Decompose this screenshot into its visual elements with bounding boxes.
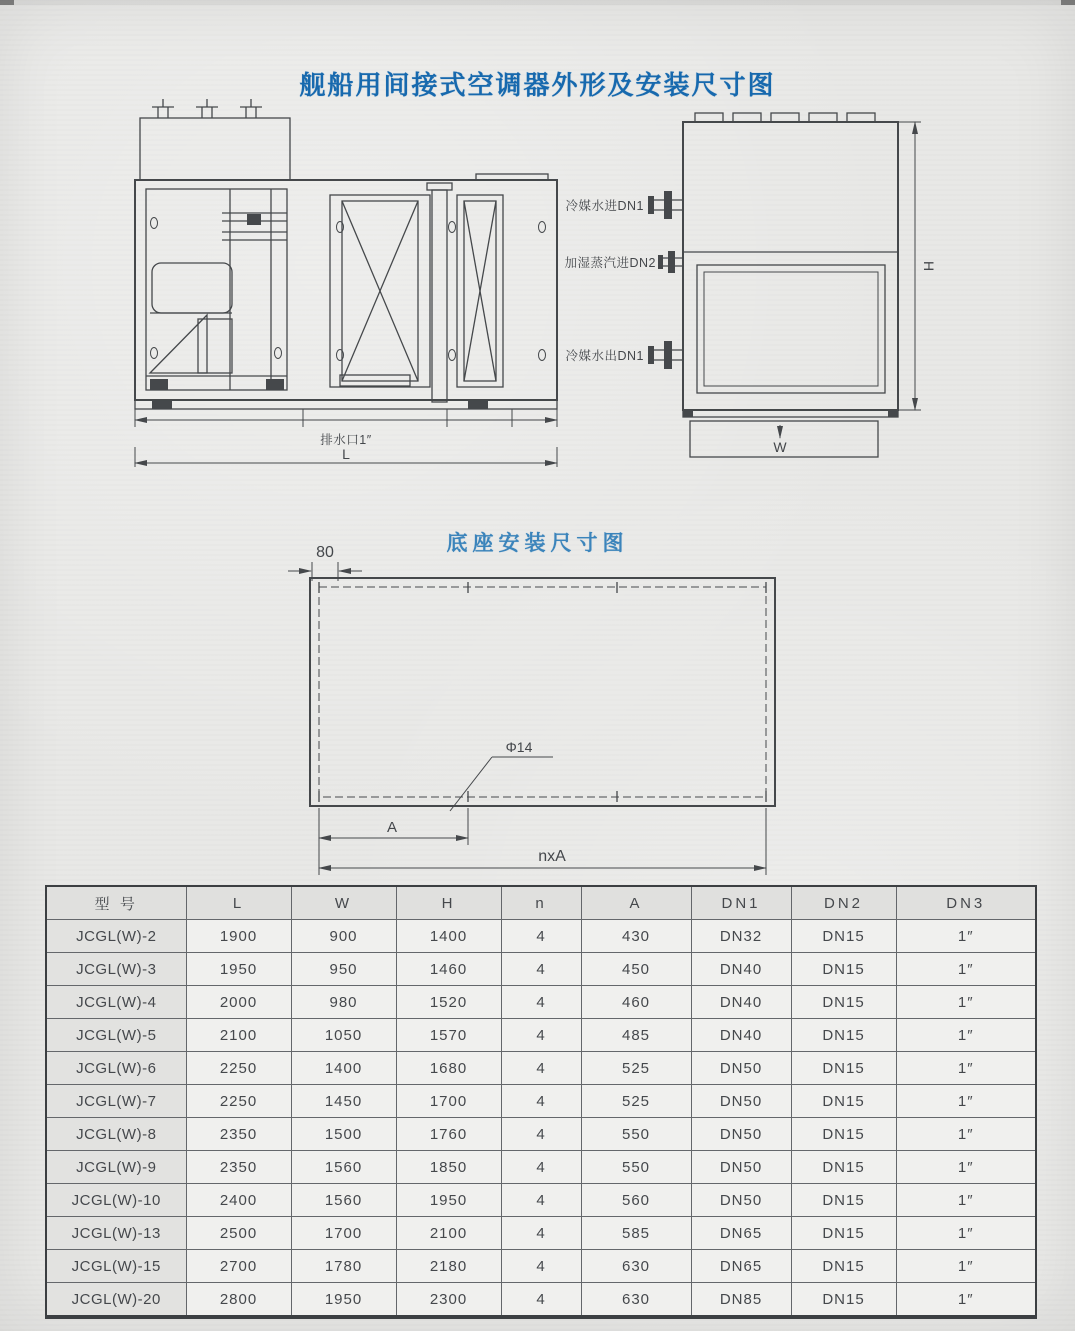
value-cell: DN50 (691, 1184, 791, 1217)
value-cell: 4 (501, 986, 581, 1019)
length-dimension (135, 409, 557, 467)
table-row (46, 1151, 1036, 1184)
value-cell: 2350 (186, 1151, 291, 1184)
value-cell: DN15 (791, 986, 896, 1019)
chilled-water-in-label: 冷媒水进DN1 (565, 199, 644, 213)
edge-offset-dimension (288, 544, 362, 581)
value-cell: DN50 (691, 1151, 791, 1184)
value-cell: 1″ (896, 1118, 1036, 1151)
model-cell: JCGL(W)-6 (46, 1052, 186, 1085)
value-cell: DN15 (791, 953, 896, 986)
column-header: 型 号 (46, 886, 186, 920)
table-row (46, 1250, 1036, 1283)
value-cell: 485 (581, 1019, 691, 1052)
column-header: DN1 (691, 886, 791, 920)
value-cell: 2800 (186, 1283, 291, 1318)
value-cell: DN65 (691, 1217, 791, 1250)
pitch-dimension (319, 808, 468, 845)
value-cell: 1″ (896, 1283, 1036, 1318)
value-cell: 1460 (396, 953, 501, 986)
value-cell: DN15 (791, 1250, 896, 1283)
value-cell: 1780 (291, 1250, 396, 1283)
value-cell: 4 (501, 953, 581, 986)
value-cell: 1″ (896, 1019, 1036, 1052)
value-cell: 1560 (291, 1184, 396, 1217)
spec-table-container (45, 885, 1035, 1319)
base-installation-drawing (0, 540, 1075, 885)
value-cell: 950 (291, 953, 396, 986)
value-cell: 1450 (291, 1085, 396, 1118)
table-row (46, 920, 1036, 953)
value-cell: 2250 (186, 1085, 291, 1118)
value-cell: DN32 (691, 920, 791, 953)
value-cell: 1950 (186, 953, 291, 986)
model-cell: JCGL(W)-5 (46, 1019, 186, 1052)
dim-A-label: A (386, 819, 398, 836)
table-row (46, 1283, 1036, 1318)
value-cell: 1900 (186, 920, 291, 953)
table-row (46, 1217, 1036, 1250)
value-cell: DN40 (691, 1019, 791, 1052)
value-cell: 525 (581, 1052, 691, 1085)
fan-motor (152, 263, 232, 313)
value-cell: 2700 (186, 1250, 291, 1283)
value-cell: 1″ (896, 986, 1036, 1019)
value-cell: 1″ (896, 1052, 1036, 1085)
value-cell: 1″ (896, 953, 1036, 986)
top-pipe-stubs (152, 99, 262, 118)
value-cell: 1950 (396, 1184, 501, 1217)
value-cell: DN15 (791, 1019, 896, 1052)
value-cell: 1″ (896, 920, 1036, 953)
value-cell: 1760 (396, 1118, 501, 1151)
page-title: 舰船用间接式空调器外形及安装尺寸图 (299, 70, 776, 101)
value-cell: 2350 (186, 1118, 291, 1151)
value-cell: 1″ (896, 1250, 1036, 1283)
model-cell: JCGL(W)-8 (46, 1118, 186, 1151)
value-cell: 460 (581, 986, 691, 1019)
value-cell: DN65 (691, 1250, 791, 1283)
value-cell: DN40 (691, 986, 791, 1019)
pipe-stub-chilled-water-out (648, 341, 683, 369)
value-cell: 1570 (396, 1019, 501, 1052)
header-row (46, 886, 1036, 920)
table-row (46, 986, 1036, 1019)
hole-diameter-label: Φ14 (505, 739, 533, 755)
value-cell: 4 (501, 1118, 581, 1151)
base-diagram-title: 底座安装尺寸图 (446, 532, 629, 556)
chilled-water-out-label: 冷媒水出DN1 (565, 349, 644, 363)
dim-H-label: H (921, 260, 937, 272)
value-cell: 4 (501, 920, 581, 953)
value-cell: 1050 (291, 1019, 396, 1052)
value-cell: 630 (581, 1250, 691, 1283)
value-cell: 4 (501, 1250, 581, 1283)
value-cell: 1520 (396, 986, 501, 1019)
coil-bank (432, 190, 447, 402)
hole-callout (450, 739, 553, 811)
fan-section (146, 189, 287, 390)
value-cell: 980 (291, 986, 396, 1019)
column-header: DN2 (791, 886, 896, 920)
table-row (46, 1118, 1036, 1151)
value-cell: 4 (501, 1085, 581, 1118)
value-cell: 4 (501, 1019, 581, 1052)
model-cell: JCGL(W)-2 (46, 920, 186, 953)
dim-W-label: W (773, 439, 787, 455)
top-tabs (695, 113, 875, 122)
value-cell: 585 (581, 1217, 691, 1250)
dim-nxA-label: nxA (538, 848, 566, 865)
value-cell: 1850 (396, 1151, 501, 1184)
value-cell: DN85 (691, 1283, 791, 1318)
value-cell: 2100 (396, 1217, 501, 1250)
dim-80-label: 80 (316, 544, 334, 561)
value-cell: DN50 (691, 1052, 791, 1085)
model-cell: JCGL(W)-13 (46, 1217, 186, 1250)
value-cell: DN15 (791, 1085, 896, 1118)
value-cell: 4 (501, 1184, 581, 1217)
value-cell: 2500 (186, 1217, 291, 1250)
value-cell: DN15 (791, 1217, 896, 1250)
outline-drawing (0, 95, 1075, 480)
pipe-stub-steam-in (658, 251, 683, 273)
base-plan (310, 578, 775, 806)
model-cell: JCGL(W)-9 (46, 1151, 186, 1184)
value-cell: 450 (581, 953, 691, 986)
value-cell: DN15 (791, 1184, 896, 1217)
steam-in-label: 加湿蒸汽进DN2 (564, 256, 656, 270)
value-cell: 1700 (291, 1217, 396, 1250)
side-view (564, 113, 937, 457)
column-header: W (291, 886, 396, 920)
value-cell: 1″ (896, 1151, 1036, 1184)
spec-table (45, 885, 1037, 1319)
column-header: n (501, 886, 581, 920)
value-cell: DN15 (791, 1151, 896, 1184)
table-row (46, 1085, 1036, 1118)
scan-edge-artifact (0, 0, 1075, 5)
model-cell: JCGL(W)-4 (46, 986, 186, 1019)
table-row (46, 1184, 1036, 1217)
dim-L-label: L (342, 446, 350, 462)
column-header: L (186, 886, 291, 920)
model-cell: JCGL(W)-7 (46, 1085, 186, 1118)
value-cell: 4 (501, 1217, 581, 1250)
value-cell: 1400 (291, 1052, 396, 1085)
base-frame (135, 400, 557, 409)
column-header: A (581, 886, 691, 920)
side-base (683, 410, 898, 457)
value-cell: 1950 (291, 1283, 396, 1318)
value-cell: DN15 (791, 1052, 896, 1085)
column-header: DN3 (896, 886, 1036, 920)
value-cell: 900 (291, 920, 396, 953)
value-cell: 550 (581, 1151, 691, 1184)
pipe-stub-chilled-water-in (648, 191, 683, 219)
table-row (46, 953, 1036, 986)
value-cell: DN50 (691, 1085, 791, 1118)
value-cell: DN15 (791, 1118, 896, 1151)
value-cell: 1400 (396, 920, 501, 953)
column-header: H (396, 886, 501, 920)
value-cell: DN15 (791, 920, 896, 953)
access-door (697, 265, 885, 393)
value-cell: 560 (581, 1184, 691, 1217)
value-cell: DN40 (691, 953, 791, 986)
model-cell: JCGL(W)-15 (46, 1250, 186, 1283)
value-cell: 1680 (396, 1052, 501, 1085)
value-cell: 630 (581, 1283, 691, 1318)
value-cell: 2000 (186, 986, 291, 1019)
value-cell: 525 (581, 1085, 691, 1118)
table-row (46, 1019, 1036, 1052)
value-cell: DN15 (791, 1283, 896, 1318)
value-cell: 550 (581, 1118, 691, 1151)
coil-section (330, 183, 546, 402)
value-cell: 1″ (896, 1184, 1036, 1217)
value-cell: 430 (581, 920, 691, 953)
value-cell: 1700 (396, 1085, 501, 1118)
value-cell: 2300 (396, 1283, 501, 1318)
height-dimension (898, 122, 937, 410)
value-cell: 1″ (896, 1085, 1036, 1118)
value-cell: 4 (501, 1283, 581, 1318)
model-cell: JCGL(W)-10 (46, 1184, 186, 1217)
model-cell: JCGL(W)-20 (46, 1283, 186, 1318)
drain-outlet-label: 排水口1″ (320, 433, 372, 447)
table-row (46, 1052, 1036, 1085)
value-cell: 2180 (396, 1250, 501, 1283)
value-cell: 2250 (186, 1052, 291, 1085)
value-cell: DN50 (691, 1118, 791, 1151)
value-cell: 2100 (186, 1019, 291, 1052)
model-cell: JCGL(W)-3 (46, 953, 186, 986)
front-view (135, 99, 557, 467)
value-cell: 4 (501, 1151, 581, 1184)
value-cell: 1″ (896, 1217, 1036, 1250)
value-cell: 1560 (291, 1151, 396, 1184)
value-cell: 2400 (186, 1184, 291, 1217)
bolt-hole-marks (319, 582, 766, 802)
value-cell: 1500 (291, 1118, 396, 1151)
value-cell: 4 (501, 1052, 581, 1085)
